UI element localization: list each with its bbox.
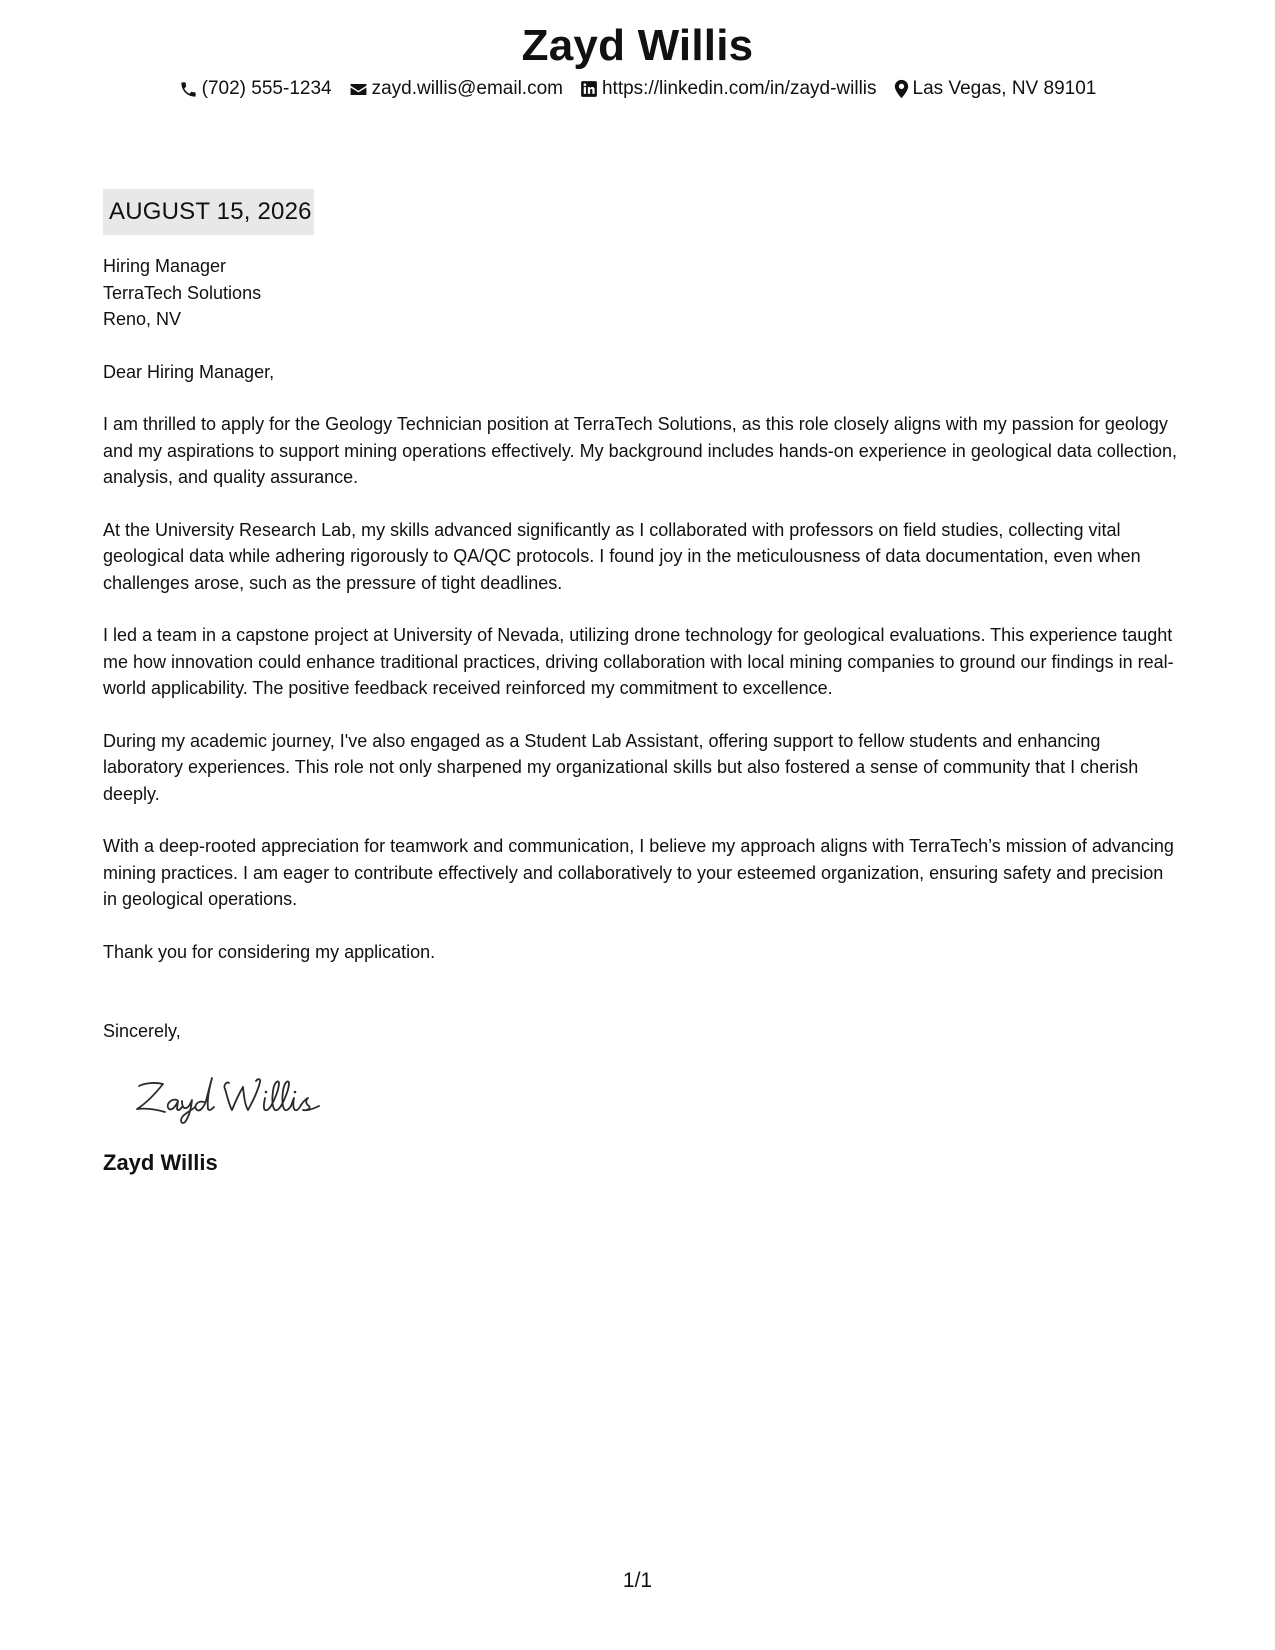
recipient-title: Hiring Manager: [103, 256, 227, 276]
recipient-block: [103, 253, 1178, 333]
email-address: zayd.willis@email.com: [371, 78, 563, 99]
applicant-name: Zayd Willis: [521, 21, 754, 70]
contact-location: [894, 76, 1097, 102]
location-text: Las Vegas, NV 89101: [912, 78, 1097, 99]
closing: Sincerely,: [103, 1021, 181, 1041]
paragraph-mission: With a deep-rooted appreciation for teamwork and communication, I believe my approach aligns with TerraTech’s mission of advancing mining practices. I am eager to contribute effectively and collaboratively to your esteemed organization, ensuring safety and precision in geological operations.: [103, 836, 1174, 909]
paragraph-intro: I am thrilled to apply for the Geology Technician position at TerraTech Solutions, as this role closely aligns with my passion for geology and my aspirations to support mining operations effectively. My background includes hands-on experience in geological data collection, analysis, and quality assurance.: [103, 414, 1177, 487]
contact-phone: [179, 76, 332, 102]
contact-linkedin: [580, 76, 877, 102]
paragraph-thanks: Thank you for considering my application.: [103, 941, 436, 962]
letter-body: [103, 189, 1178, 1178]
paragraph-research-lab: At the University Research Lab, my skills advanced significantly as I collaborated with professors on field studies, collecting vital geological data while adhering rigorously to QA/QC protocols. I found joy in the meticulousness of data documentation, even when challenges arose, such as the pressure of tight deadlines.: [103, 519, 1141, 593]
letter-date: AUGUST 15, 2026: [103, 189, 314, 235]
linkedin-url: https://linkedin.com/in/zayd-willis: [601, 78, 877, 99]
linkedin-icon: [580, 80, 598, 98]
contact-email: [349, 76, 563, 102]
paragraph-lab-assistant: During my academic journey, I've also engaged as a Student Lab Assistant, offering support to fellow students and enhancing laboratory experiences. This role not only sharpened my organizational skills but also fostered a sense of community that I cherish deeply.: [103, 730, 1139, 804]
phone-icon: [179, 80, 198, 99]
signature-graphic: [131, 1065, 351, 1127]
handwritten-signature: [131, 1065, 1178, 1127]
paragraph-capstone: I led a team in a capstone project at University of Nevada, utilizing drone technology for geological evaluations. This experience taught me how innovation could enhance traditional practices, driving collaboration with local mining companies to ground our findings in real-world applicability. The positive feedback received reinforced my commitment to excellence.: [103, 625, 1174, 698]
letter-header: [0, 18, 1275, 102]
map-marker-icon: [894, 79, 909, 99]
recipient-company: TerraTech Solutions: [103, 282, 262, 303]
contact-bar: [0, 76, 1275, 102]
page-number: 1/1: [622, 1569, 653, 1592]
recipient-location: Reno, NV: [103, 309, 182, 329]
phone-number: (702) 555-1234: [201, 78, 332, 99]
salutation: Dear Hiring Manager,: [103, 361, 275, 382]
envelope-icon: [349, 80, 368, 99]
signer-name: Zayd Willis: [103, 1149, 218, 1175]
